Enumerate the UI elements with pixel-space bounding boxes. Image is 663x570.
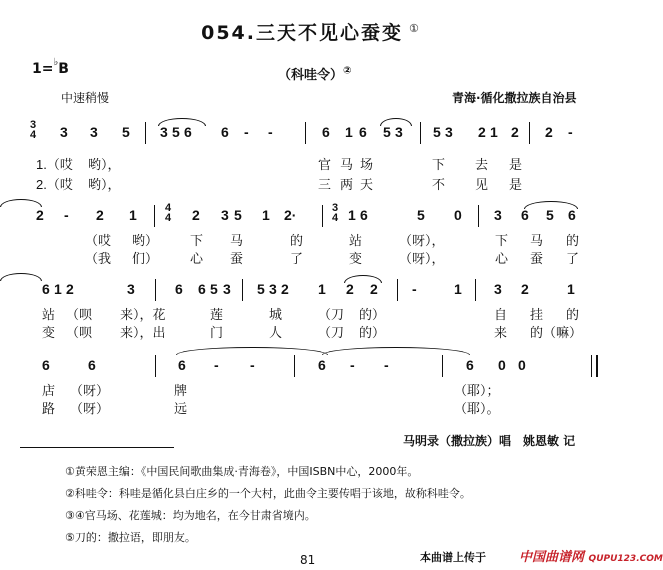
page-number: 81 [300,553,316,567]
song-subtitle: （科哇令）② [278,65,352,83]
tempo-marking: 中速稍慢 [61,91,110,105]
upload-note: 本曲谱上传于 [420,551,486,564]
footnote-divider [20,447,174,448]
lyrics-row-4-verse-2: 路 （呀） 远 （耶）。 [42,401,500,416]
lyrics-row-1-verse-1: 1.（哎 哟）， 官 马 场 下 去 是 [36,157,523,172]
region-label: 青海·循化撒拉族自治县 [452,91,577,105]
lyrics-row-4-verse-1: 店 （呀） 牌 （耶）； [42,383,500,398]
notes-row-3: 6 1 2 3 6 6 5 3 5 3 2 1 2 2 - 1 3 2 1 [42,281,575,297]
notes-row-2: 2 - 2 1 2 3 5 1 2· 1 6 5 0 3 6 5 6 [36,207,576,223]
footnote: ③④官马场、花莲城：均为地名，在今甘肃省境内。 [65,509,316,522]
notes-row-4: 6 6 6 - - 6 - - 6 0 0 [42,357,526,373]
key-signature: 1=♭B [32,57,69,77]
song-title: 054.三天不见心蚕变 ① [201,21,421,44]
lyrics-row-3-verse-2: 变 （呗 来），出 门 人 （刀 的） 来 的（嘛） [42,325,583,340]
time-signature: 3 4 [332,202,339,224]
lyrics-row-2-verse-2: （我 们） 心 蚕 了 变 （呀）， 心 蚕 了 [85,251,580,266]
site-logo[interactable]: 中国曲谱网 QUPU123.COM [519,550,663,565]
time-signature: 3 4 [30,119,37,141]
lyrics-row-3-verse-1: 站 （呗 来），花 莲 城 （刀 的） 自 挂 的 [42,307,580,322]
notes-row-1: 3 4 3 3 5 3 5 6 6 - - 6 1 6 5 3 5 3 2 1 2 2 - [30,119,573,141]
time-signature: 4 4 [165,202,172,224]
footnote: ①黄荣恩主编：《中国民间歌曲集成·青海卷》，中国ISBN中心，2000年。 [65,465,419,478]
footnote: ②科哇令：科哇是循化县白庄乡的一个大村，此曲令主要传唱于该地，故称科哇令。 [65,487,471,500]
footnote: ⑤刀的：撒拉语，即朋友。 [65,531,196,544]
lyrics-row-2-verse-1: （哎 哟） 下 马 的 站 （呀）， 下 马 的 [85,233,580,248]
performer-credit: 马明录（撒拉族）唱 姚恩敏 记 [403,434,576,448]
lyrics-row-1-verse-2: 2.（哎 哟）， 三 两 天 不 见 是 [36,177,523,192]
